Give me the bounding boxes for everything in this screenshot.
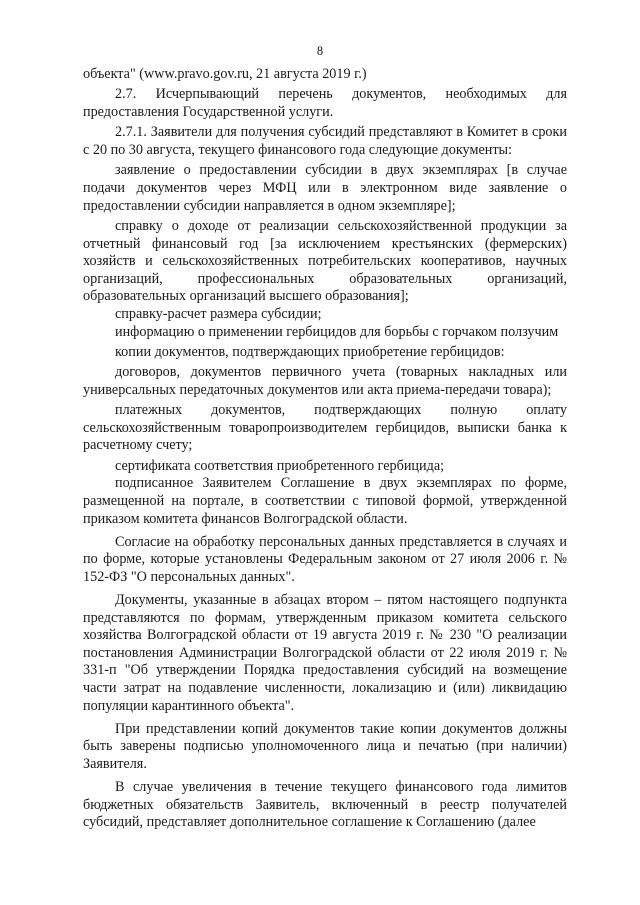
list-item-application: заявление о предоставлении субсидии в двух экземплярах [в случае подачи документов через МФЦ или в электронном виде заявление о предоставлении субсидии направляется в одном экземпляре]; <box>83 162 567 214</box>
list-item-conformity-certificate: сертификата соответствия приобретенного гербицида; <box>115 457 445 474</box>
list-item-document-copies: копии документов, подтверждающих приобретение гербицидов: <box>115 343 505 360</box>
list-item-income-certificate: справку о доходе от реализации сельскохозяйственной продукции за отчетный финансовый год [за исключением крестьянских (фермерских) хозяйств и сельскохозяйственных потребительских кооперативов, научных организаций, профессиональных образовательных организаций, образовательных организаций высшего образования]; <box>83 217 567 305</box>
paragraph-section-2-7-1: 2.7.1. Заявители для получения субсидий представляют в Комитет в сроки с 20 по 30 августа, текущего финансового года следующие документы: <box>83 124 567 158</box>
paragraph-section-2-7: 2.7. Исчерпывающий перечень документов, необходимых для предоставления Государственной услуги. <box>83 86 567 120</box>
list-item-payment-documents: платежных документов, подтверждающих полную оплату сельскохозяйственным товаропроизводителем гербицидов, выписки банка к расчетному счету; <box>83 402 567 454</box>
paragraph-limit-increase: В случае увеличения в течение текущего финансового года лимитов бюджетных обязательств Заявитель, включенный в реестр получателей субсидий, представляет дополнительное соглашение к Соглашению (далее <box>83 778 567 831</box>
paragraph-copy-certification: При представлении копий документов такие копии документов должны быть заверены подписью уполномоченного лица и печатью (при наличии) Заявителя. <box>83 720 567 772</box>
list-item-subsidy-calculation: справку-расчет размера субсидии; <box>115 305 322 322</box>
paragraph-personal-data-consent: Согласие на обработку персональных данных представляется в случаях и по форме, которые установлены Федеральным законом от 27 июля 2006 г. № 152-ФЗ "О персональных данных". <box>83 533 567 585</box>
list-item-signed-agreement: подписанное Заявителем Соглашение в двух экземплярах по форме, размещенной на портале, в соответствии с типовой формой, утвержденной приказом комитета финансов Волгоградской области. <box>83 475 567 527</box>
paragraph-continuation: объекта" (www.pravo.gov.ru, 21 августа 2019 г.) <box>83 66 367 82</box>
list-item-contracts: договоров, документов первичного учета (товарных накладных или универсальных передаточных документов или акта приема-передачи товара); <box>83 364 567 398</box>
list-item-herbicide-info: информацию о применении гербицидов для борьбы с горчаком ползучим <box>115 323 559 340</box>
document-body <box>83 66 567 832</box>
paragraph-document-forms: Документы, указанные в абзацах втором – пятом настоящего подпункта представляются по формам, утвержденным приказом комитета сельского хозяйства Волгоградской области от 19 августа 2019 г. № 230 "О реализации постановления Администрации Волгоградской области от 22 июля 2019 г. № 331-п "Об утверждении Порядка предоставления субсидий на возмещение части затрат на подавление численности, локализацию и (или) ликвидацию популяции карантинного объекта". <box>83 592 567 714</box>
page-number: 8 <box>316 44 324 58</box>
